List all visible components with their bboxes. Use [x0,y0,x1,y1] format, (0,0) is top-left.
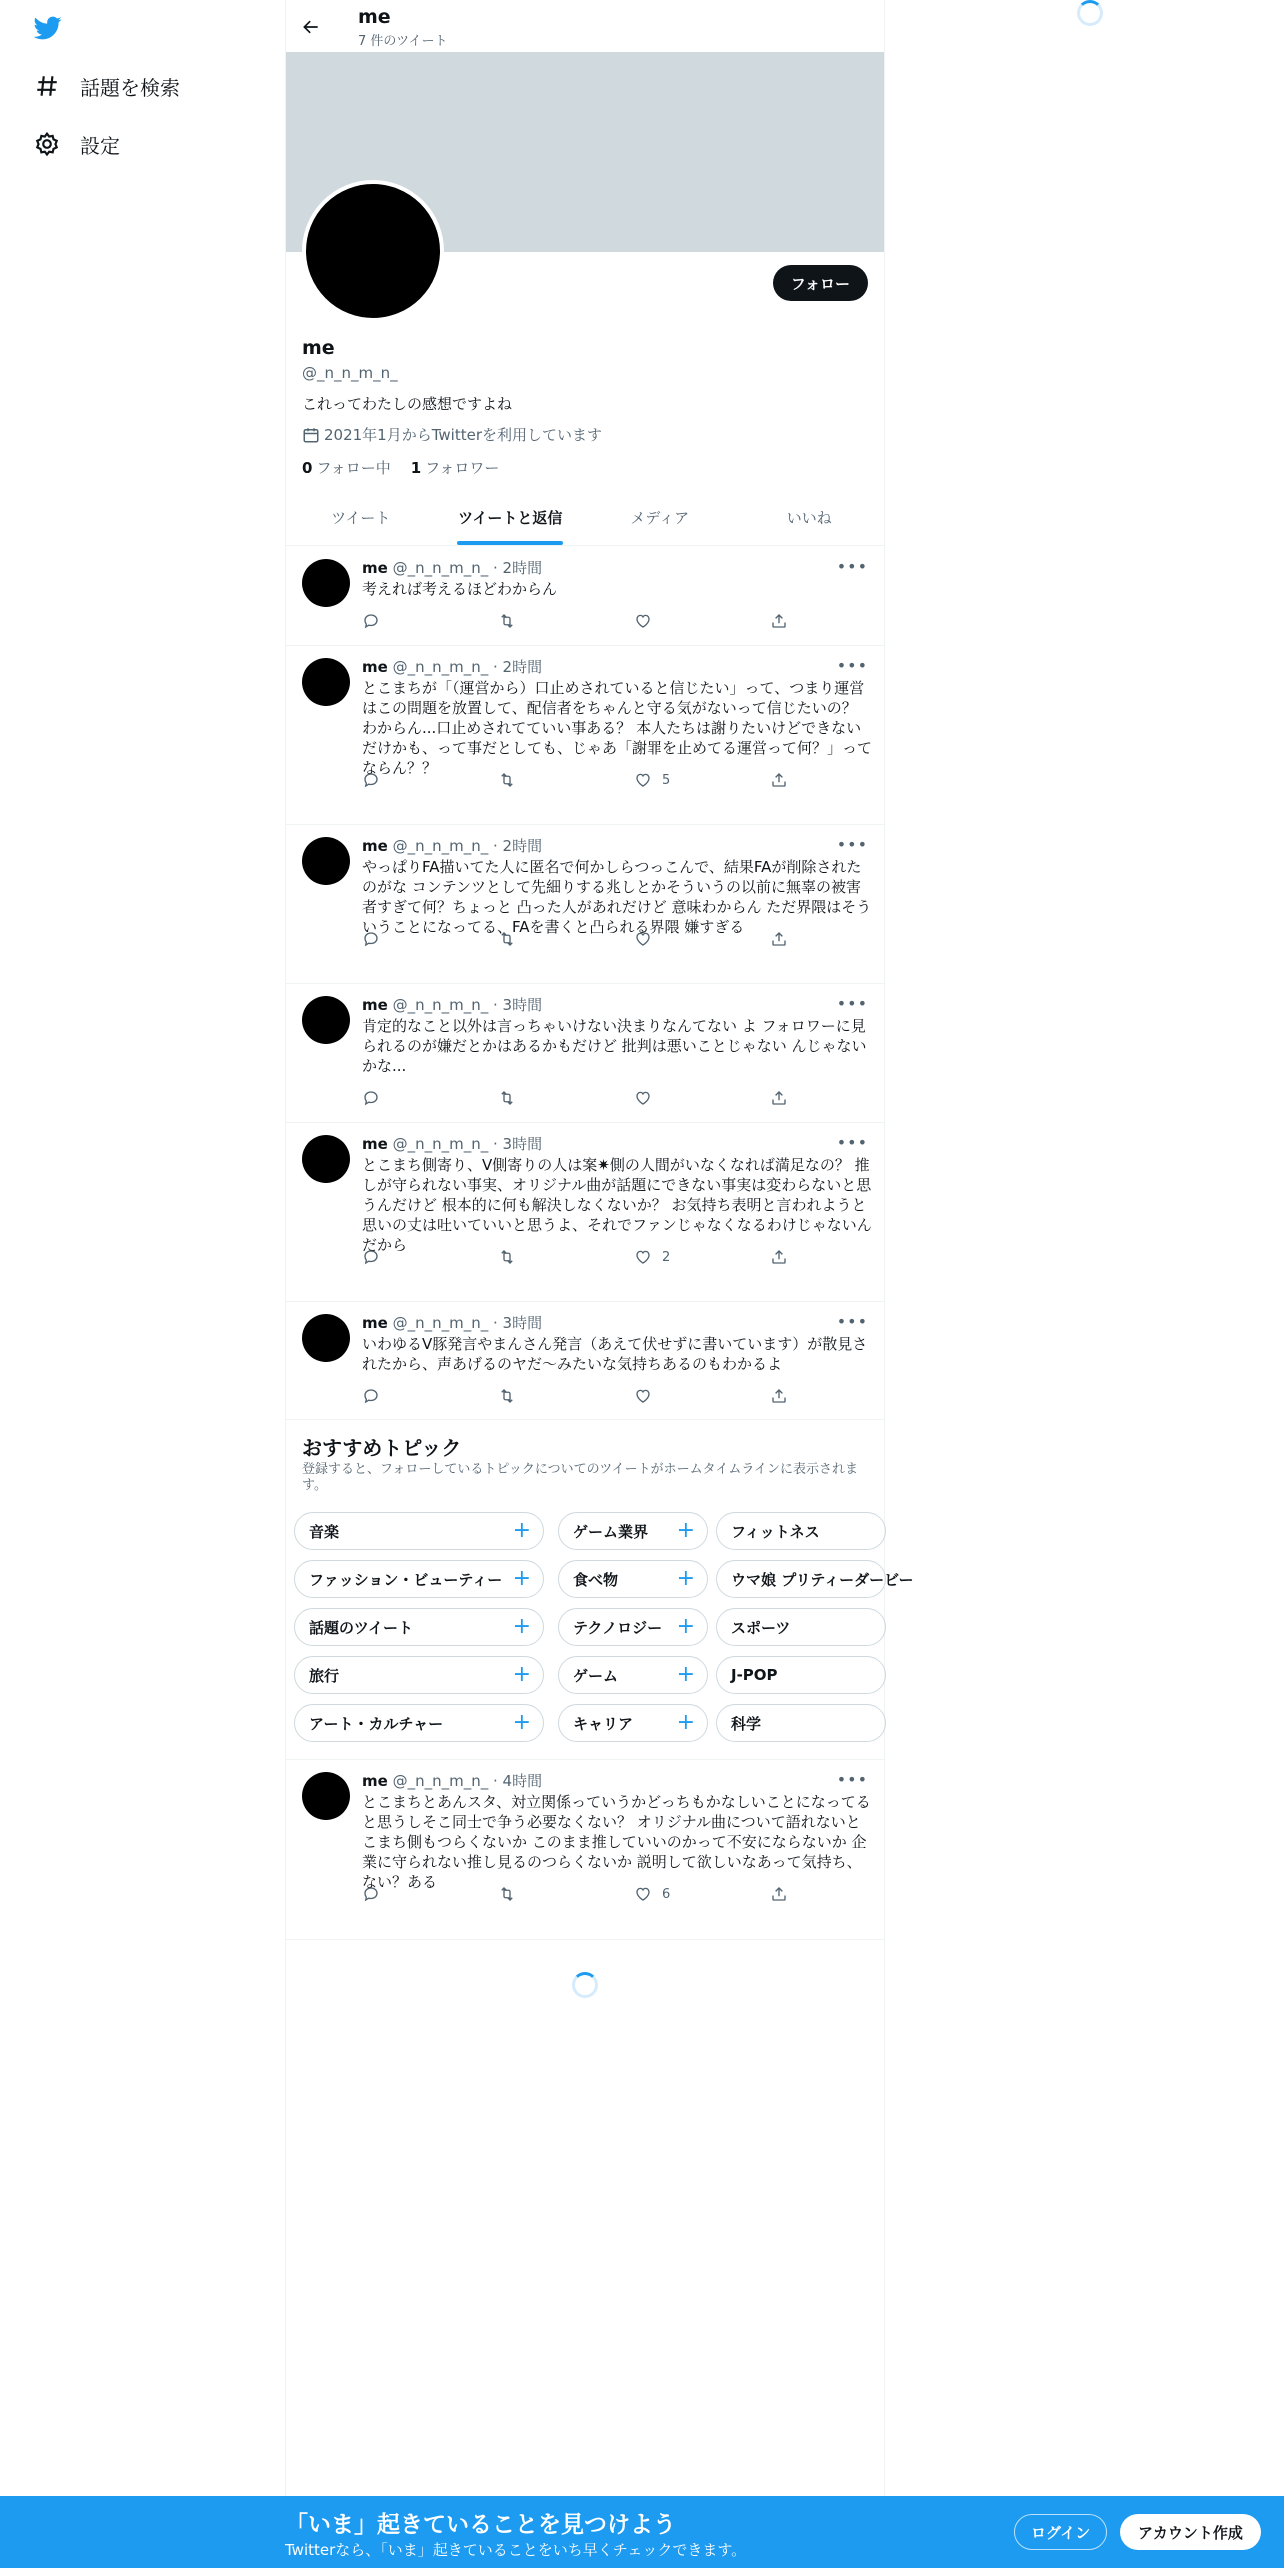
tweet-author-handle[interactable]: @_n_n_m_n_ [392,1314,489,1332]
topic-chip[interactable] [716,1608,886,1646]
tweet-actions [362,929,802,949]
nav-settings-label: 設定 [80,133,120,158]
like-button[interactable] [634,1386,662,1406]
topic-label: 科学 [731,1714,762,1733]
tweet-text: いわゆるV豚発言やまんさん発言（あえて伏せずに書いています）が散見されたから、声あげるのヤだ〜みたいな気持ちあるのもわかるよ [362,1335,868,1373]
followers-link[interactable] [411,457,500,478]
tweet-author-name[interactable]: me [362,1772,388,1790]
profile-joined-text: 2021年1月からTwitterを利用しています [324,426,602,444]
topic-label: 旅行 [309,1666,340,1685]
plus-icon[interactable]: + [512,1662,531,1687]
tweet-separator: · [488,1135,503,1153]
heart-icon [634,1089,652,1107]
nav-explore[interactable] [32,66,180,106]
tweet[interactable] [286,1302,884,1420]
more-icon[interactable]: ••• [836,835,868,854]
tweet-separator: · [488,559,503,577]
tab-media[interactable]: メディア [630,509,690,527]
followers-label: フォロワー [425,459,500,477]
profile-name: me [302,337,335,359]
topic-chip[interactable] [716,1512,886,1550]
tweet-text: とこまちが「（運営から）口止めされていると信じたい」って、つまり運営はこの問題を放置して、配信者をちゃんと守る気がないって信じたいの？ わからん...口止めされてていい事ある？ 本人たちは謝りたいけどできないだけかも、って事だとしても、じゃあ「謝罪を止めてる運営って何？」ってならん？？ [362,679,873,777]
more-icon[interactable]: ••• [836,1770,868,1789]
tweet-meta [362,656,542,677]
profile-handle: @_n_n_m_n_ [302,364,398,382]
retweet-icon[interactable] [498,611,516,631]
topic-chip[interactable] [716,1560,914,1598]
tweet-time[interactable]: 2時間 [502,658,543,676]
topic-chip[interactable] [558,1656,708,1694]
profile-follow-stats [302,457,499,478]
tweet-author-name[interactable]: me [362,559,388,577]
tab-likes[interactable]: いいね [786,509,832,527]
profile-header [286,0,884,52]
tweet-separator: · [488,658,503,676]
tweet-avatar[interactable] [302,1314,350,1362]
like-count: 6 [662,1886,671,1902]
login-button[interactable]: ログイン [1014,2514,1107,2550]
more-icon[interactable]: ••• [836,557,868,576]
topic-chip[interactable] [294,1560,544,1598]
topics-title: おすすめトピック [302,1436,462,1460]
tweet-meta [362,1770,542,1791]
profile-joined [302,424,602,445]
topic-label: ファッション・ビューティー [309,1570,503,1589]
tweet-time[interactable]: 3時間 [502,996,543,1014]
like-count: 5 [662,772,671,788]
follow-button[interactable]: フォロー [773,265,868,301]
reply-icon[interactable] [362,929,380,949]
tweet-text: やっぱりFA描いてた人に匿名で何かしらつっこんで、結果FAが削除されたのがな コンテンツとして先細りする兆しとかそういうの以前に無辜の被害者すぎて何？ちょっと 凸った人があれだけど 意味わからん ただ界隈はそういうことになってる、FAを書くと凸られる界隈 嫌すぎる [362,858,872,936]
topic-label: 音楽 [309,1522,340,1541]
share-icon[interactable] [770,1247,788,1267]
tweet-actions [362,770,802,790]
like-button[interactable] [634,929,662,949]
nav-settings[interactable] [32,124,120,164]
tweet-meta [362,835,542,856]
topic-label: J-POP [731,1666,778,1684]
profile-avatar[interactable] [302,180,444,322]
topic-chip[interactable] [294,1656,544,1694]
tweet-author-handle[interactable]: @_n_n_m_n_ [392,996,489,1014]
topic-chip[interactable] [294,1512,544,1550]
reply-icon[interactable] [362,611,380,631]
share-icon[interactable] [770,1088,788,1108]
plus-icon[interactable]: + [676,1518,695,1543]
like-button[interactable] [634,611,662,631]
plus-icon[interactable]: + [676,1614,695,1639]
signup-bar [0,2496,1284,2568]
tweet-author-handle[interactable]: @_n_n_m_n_ [392,1135,489,1153]
following-label: フォロー中 [316,459,391,477]
signup-bar-title: 「いま」起きていることを見つけよう [285,2512,676,2538]
tweet-avatar[interactable] [302,996,350,1044]
reply-icon[interactable] [362,1247,380,1267]
like-button[interactable] [634,1884,670,1904]
tweet[interactable] [286,984,884,1123]
topic-chip[interactable] [716,1704,886,1742]
tweet-actions [362,1884,802,1904]
heart-icon [634,1387,652,1405]
tweet-avatar[interactable] [302,658,350,706]
tweet-author-name[interactable]: me [362,1135,388,1153]
tweet[interactable] [286,1760,884,1940]
calendar-icon [302,426,320,444]
topic-label: テクノロジー [573,1618,663,1637]
gear-icon [32,129,62,159]
header-tweet-count: 7 件のツイート [358,34,448,49]
topic-chip[interactable] [558,1704,708,1742]
topic-chip[interactable] [294,1704,544,1742]
topic-label: スポーツ [731,1618,791,1637]
topic-label: 食べ物 [573,1570,619,1589]
retweet-icon[interactable] [498,1386,516,1406]
signup-button[interactable]: アカウント作成 [1120,2514,1261,2550]
reply-icon[interactable] [362,1088,380,1108]
share-icon[interactable] [770,611,788,631]
arrow-left-icon[interactable] [296,12,326,42]
more-icon[interactable]: ••• [836,1312,868,1331]
tweet-avatar[interactable] [302,837,350,885]
tweet-author-name[interactable]: me [362,996,388,1014]
retweet-icon[interactable] [498,1247,516,1267]
tweet[interactable] [286,547,884,646]
nav-explore-label: 話題を検索 [80,75,180,100]
tweet-time[interactable]: 3時間 [502,1314,543,1332]
topic-chip[interactable] [716,1656,886,1694]
tweet-time[interactable]: 2時間 [502,837,543,855]
heart-icon [634,1248,652,1266]
reply-icon[interactable] [362,1884,380,1904]
share-icon[interactable] [770,770,788,790]
tweet-actions [362,611,802,631]
like-count: 2 [662,1249,671,1265]
tweet-text: 考えれば考えるほどわからん [362,580,558,598]
tweet-author-handle[interactable]: @_n_n_m_n_ [392,658,489,676]
tweet-separator: · [488,1314,503,1332]
like-button[interactable] [634,770,670,790]
topic-label: ウマ娘 プリティーダービー [731,1570,914,1589]
tweet[interactable] [286,825,884,984]
tweet-text: とこまち側寄り、V側寄りの人は案✷側の人間がいなくなれば満足なの？ 推しが守られない事実、オリジナル曲が話題にできない事実は変わらないと思うんだけど 根本的に何も解決しなくないか？ お気持ち表明と言われようと思いの丈は吐いていいと思うよ、それでファンじゃなくなるわけじゃないんだから [362,1156,872,1254]
tweet-time[interactable]: 3時間 [502,1135,543,1153]
tweet-avatar[interactable] [302,559,350,607]
tweet-time[interactable]: 4時間 [502,1772,543,1790]
tab-tweets[interactable]: ツイート [331,509,391,527]
heart-icon [634,612,652,630]
tweet-avatar[interactable] [302,1772,350,1820]
topic-chip[interactable] [294,1608,544,1646]
tweet-actions [362,1247,802,1267]
plus-icon[interactable]: + [676,1566,695,1591]
share-icon[interactable] [770,1386,788,1406]
heart-icon [634,930,652,948]
reply-icon[interactable] [362,1386,380,1406]
twitter-bird-icon[interactable] [32,14,64,42]
retweet-icon[interactable] [498,770,516,790]
more-icon[interactable]: ••• [836,994,868,1013]
plus-icon[interactable]: + [512,1710,531,1735]
like-button[interactable] [634,1088,662,1108]
retweet-icon[interactable] [498,1884,516,1904]
header-title: me [358,6,391,28]
topics-subtitle: 登録すると、フォローしているトピックについてのツイートがホームタイムラインに表示されます。 [302,1462,859,1493]
signup-bar-subtitle: Twitterなら、「いま」起きていることをいち早くチェックできます。 [285,2541,747,2559]
share-icon[interactable] [770,929,788,949]
plus-icon[interactable]: + [512,1566,531,1591]
profile-tabs [286,490,884,546]
tweet-author-name[interactable]: me [362,658,388,676]
more-icon[interactable]: ••• [836,656,868,675]
topic-label: 話題のツイート [309,1618,413,1637]
loading-spinner [1077,0,1103,26]
hashtag-icon [32,71,62,101]
tweet[interactable] [286,1123,884,1302]
retweet-icon[interactable] [498,929,516,949]
tweet-author-handle[interactable]: @_n_n_m_n_ [392,559,489,577]
following-count: 0 [302,459,313,477]
tweet-meta [362,1312,542,1333]
plus-icon[interactable]: + [676,1710,695,1735]
tweet-meta [362,1133,542,1154]
like-button[interactable] [634,1247,670,1267]
tweet-text: とこまちとあんスタ、対立関係っていうかどっちもかなしいことになってると思うしそこ同士で争う必要なくない？ オリジナル曲について語れないとこまち側もつらくないか このまま推していいのかって不安にならないか 企業に守られない推し見るのつらくないか 説明して欲しいなあって気持ち、ない？ある [362,1793,871,1891]
tweet-actions [362,1088,802,1108]
heart-icon [634,1885,652,1903]
tweet-author-name[interactable]: me [362,1314,388,1332]
topic-label: フィットネス [731,1522,820,1541]
tweet-time[interactable]: 2時間 [502,559,543,577]
tweet-author-handle[interactable]: @_n_n_m_n_ [392,837,489,855]
topic-chip[interactable] [558,1608,708,1646]
tweet-meta [362,557,542,578]
plus-icon[interactable]: + [512,1614,531,1639]
profile-bio: これってわたしの感想ですよね [302,395,513,413]
tweet-author-name[interactable]: me [362,837,388,855]
recommended-topics [286,1420,914,1760]
following-link[interactable] [302,457,391,478]
topic-label: キャリア [573,1714,634,1733]
main-column [285,0,914,2496]
plus-icon[interactable]: + [676,1662,695,1687]
tweet-text: 肯定的なこと以外は言っちゃいけない決まりなんてない よ フォロワーに見られるのが嫌だとかはあるかもだけど 批判は悪いことじゃない んじゃないかな... [362,1017,867,1075]
share-icon[interactable] [770,1884,788,1904]
reply-icon[interactable] [362,770,380,790]
tweet-author-handle[interactable]: @_n_n_m_n_ [392,1772,489,1790]
tweet[interactable] [286,646,884,825]
tweet-meta [362,994,542,1015]
heart-icon [634,771,652,789]
topic-label: ゲーム [573,1666,619,1685]
topic-chip[interactable] [558,1560,708,1598]
timeline-loading-spinner [572,1972,598,1998]
tweet-separator: · [488,837,503,855]
followers-count: 1 [410,459,422,477]
tweet-actions [362,1386,802,1406]
retweet-icon[interactable] [498,1088,516,1108]
more-icon[interactable]: ••• [836,1133,868,1152]
tab-tweets-and-replies[interactable]: ツイートと返信 [436,490,586,545]
tweet-separator: · [488,1772,503,1790]
topic-chip[interactable] [558,1512,708,1550]
tweet-avatar[interactable] [302,1135,350,1183]
plus-icon[interactable]: + [512,1518,531,1543]
topic-label: アート・カルチャー [309,1714,444,1733]
tweet-separator: · [488,996,503,1014]
topic-label: ゲーム業界 [573,1522,649,1541]
